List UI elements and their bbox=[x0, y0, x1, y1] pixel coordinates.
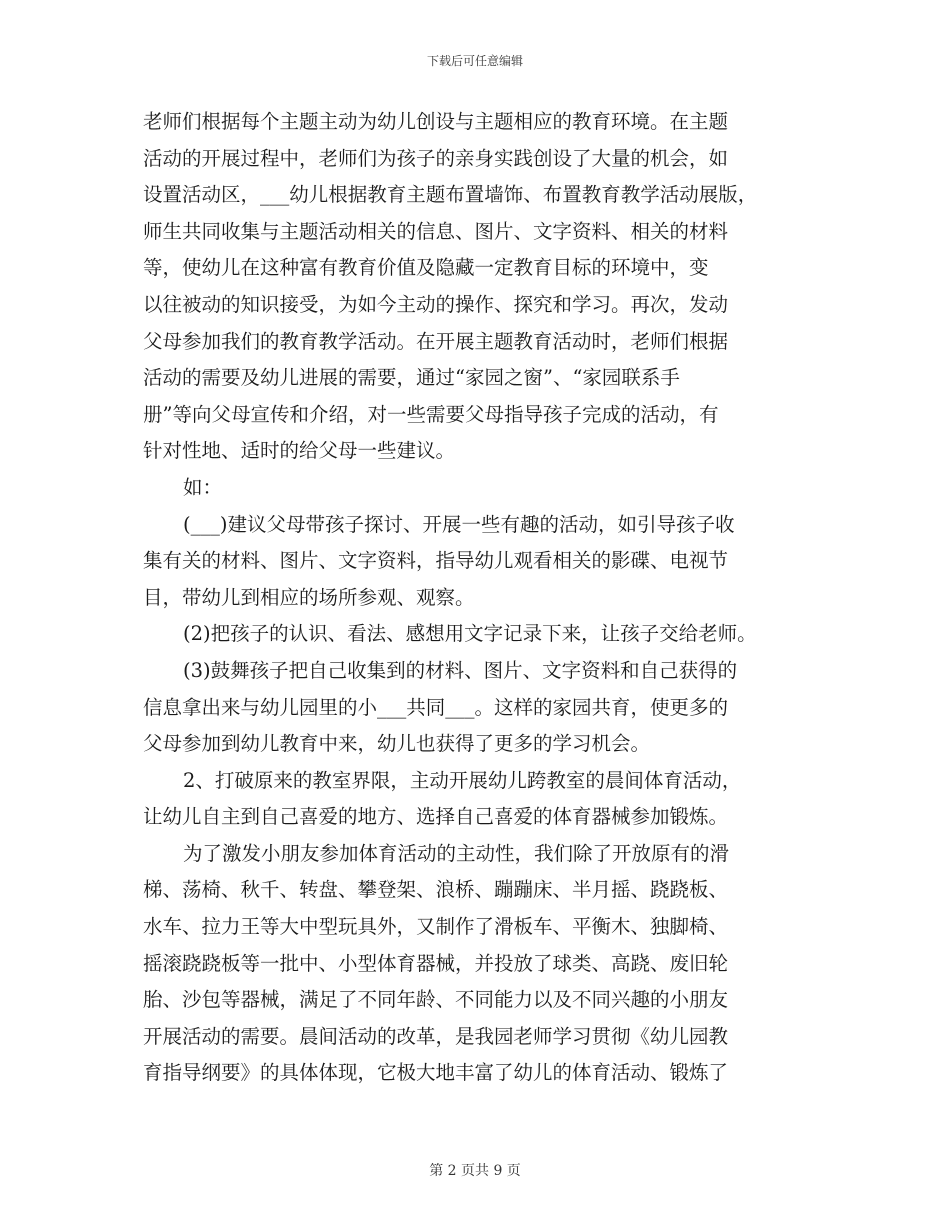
text-line: 集有关的材料、图片、文字资料，指导幼儿观看相关的影碟、电视节 bbox=[143, 549, 729, 573]
text-line: 2、打破原来的教室界限，主动开展幼儿跨教室的晨间体育活动， bbox=[183, 768, 742, 792]
text-line: 育指导纲要》的具体体现，它极大地丰富了幼儿的体育活动、锻炼了 bbox=[143, 1061, 729, 1085]
text-line: 水车、拉力王等大中型玩具外，又制作了滑板车、平衡木、独脚椅、 bbox=[143, 915, 729, 939]
text-line: 父母参加我们的教育教学活动。在开展主题教育活动时，老师们根据 bbox=[143, 329, 729, 353]
text-line: (___)建议父母带孩子探讨、开展一些有趣的活动，如引导孩子收 bbox=[183, 512, 735, 536]
text-line: 以往被动的知识接受，为如今主动的操作、探究和学习。再次，发动 bbox=[143, 292, 729, 316]
text-line: 设置活动区，___幼儿根据教育主题布置墙饰、布置教育教学活动展版， bbox=[143, 183, 758, 207]
text-line: 开展活动的需要。晨间活动的改革，是我园老师学习贯彻《幼儿园教 bbox=[143, 1024, 729, 1048]
text-line: 目，带幼儿到相应的场所参观、观察。 bbox=[143, 585, 475, 609]
text-line: 等，使幼儿在这种富有教育价值及隐藏一定教育目标的环境中，变 bbox=[143, 256, 709, 280]
text-line: 梯、荡椅、秋千、转盘、攀登架、浪桥、蹦蹦床、半月摇、跷跷板、 bbox=[143, 878, 729, 902]
text-line: 父母参加到幼儿教育中来，幼儿也获得了更多的学习机会。 bbox=[143, 732, 651, 756]
text-line: 活动的需要及幼儿进展的需要，通过“家园之窗”、“家园联系手 bbox=[143, 366, 680, 390]
text-line: 活动的开展过程中，老师们为孩子的亲身实践创设了大量的机会，如 bbox=[143, 146, 729, 170]
text-line: 如： bbox=[183, 475, 223, 499]
text-line: 摇滚跷跷板等一批中、小型体育器械，并投放了球类、高跷、废旧轮 bbox=[143, 951, 729, 975]
text-line: 为了激发小朋友参加体育活动的主动性，我们除了开放原有的滑 bbox=[183, 841, 730, 865]
text-line: 师生共同收集与主题活动相关的信息、图片、文字资料、相关的材料 bbox=[143, 219, 729, 243]
body-text bbox=[143, 104, 813, 1092]
text-line: 让幼儿自主到自己喜爱的地方、选择自己喜爱的体育器械参加锻炼。 bbox=[143, 805, 729, 829]
text-line: 册”等向父母宣传和介绍，对一些需要父母指导孩子完成的活动，有 bbox=[143, 402, 719, 426]
text-line: (3)鼓舞孩子把自己收集到的材料、图片、文字资料和自己获得的 bbox=[183, 658, 738, 682]
text-line: 胎、沙包等器械，满足了不同年龄、不同能力以及不同兴趣的小朋友 bbox=[143, 988, 729, 1012]
text-line: 针对性地、适时的给父母一些建议。 bbox=[143, 439, 456, 463]
page-header: 下载后可任意编辑 bbox=[426, 54, 523, 68]
text-line: 信息拿出来与幼儿园里的小___共同___。这样的家园共育，使更多的 bbox=[143, 695, 729, 719]
page-footer: 第 2 页共 9 页 bbox=[429, 1163, 521, 1179]
text-line: 老师们根据每个主题主动为幼儿创设与主题相应的教育环境。在主题 bbox=[143, 110, 729, 133]
text-line: (2)把孩子的认识、看法、感想用文字记录下来，让孩子交给老师。 bbox=[183, 622, 757, 646]
